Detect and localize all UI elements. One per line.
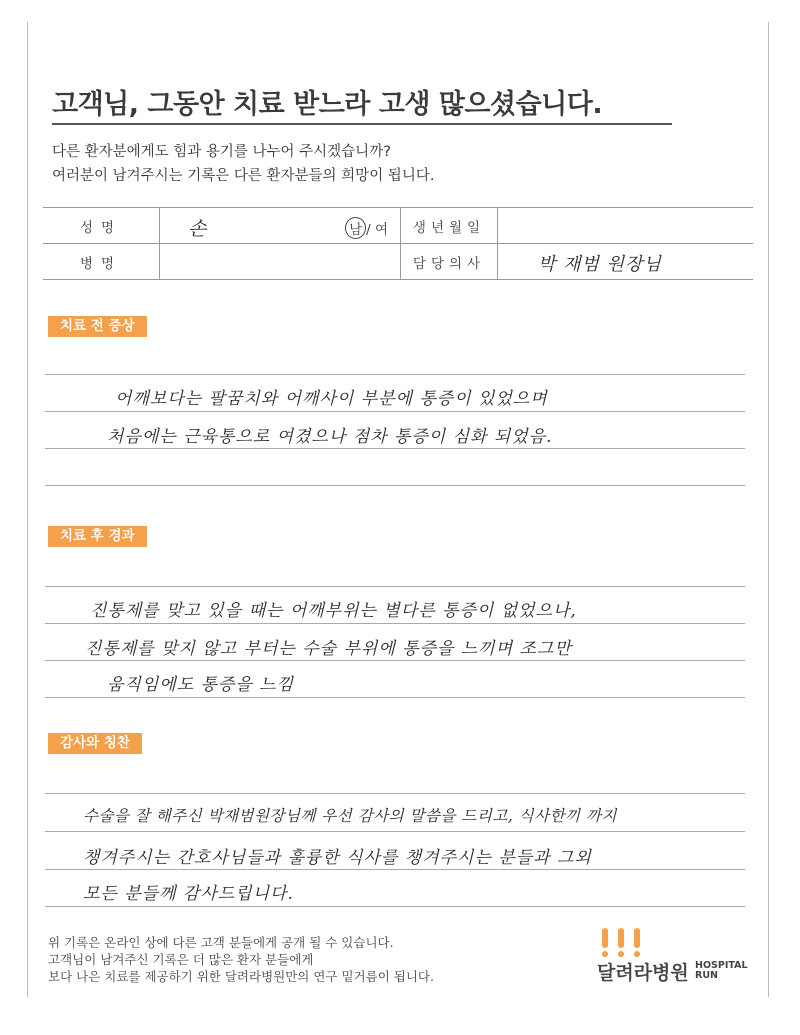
name-field[interactable] — [160, 208, 401, 244]
page-title: 고객님, 그동안 치료 받느라 고생 많으셨습니다. — [52, 82, 672, 125]
logo-english — [695, 961, 748, 981]
gender-female: / 여 — [366, 222, 388, 238]
handwritten-line: 처음에는 근육통으로 여겼으나 점차 통증이 심화 되었음. — [107, 427, 553, 447]
rule-line — [45, 485, 745, 486]
disease-field[interactable] — [160, 244, 401, 280]
doctor-label: 담당의사 — [401, 244, 498, 280]
birth-field[interactable] — [498, 208, 754, 244]
patient-info-table — [43, 207, 753, 280]
before-symptoms-field[interactable] — [45, 374, 745, 486]
note-line: 고객님이 남겨주신 기록은 더 많은 환자 분들에게 — [48, 952, 314, 967]
handwritten-line: 수술을 잘 해주신 박재범원장님께 우선 감사의 말씀을 드리고, 식사한끼 까지 — [83, 807, 617, 825]
section-thanks-label: 감사와 칭찬 — [48, 733, 142, 754]
intro-line: 여러분이 남겨주시는 기록은 다른 환자분들의 희망이 됩니다. — [52, 168, 435, 184]
doctor-value: 박 재범 원장님 — [538, 254, 662, 275]
intro-text — [52, 140, 434, 188]
logo-english-line: HOSPITAL — [695, 960, 748, 971]
rule-line — [45, 906, 745, 907]
rule-line — [45, 448, 745, 449]
name-label: 성명 — [43, 208, 160, 244]
gender-select[interactable] — [345, 217, 388, 239]
rule-line — [45, 623, 745, 624]
doctor-field[interactable] — [498, 244, 754, 280]
logo-name: 달려라병원 — [597, 962, 689, 984]
hospital-logo — [597, 928, 757, 988]
rule-line — [45, 793, 745, 794]
rule-line — [45, 697, 745, 698]
rule-line — [45, 586, 745, 587]
handwritten-line: 움직임에도 통증을 느낌 — [107, 675, 295, 695]
birth-label: 생년월일 — [401, 208, 498, 244]
disease-label: 병명 — [43, 244, 160, 280]
rule-line — [45, 374, 745, 375]
name-value: 손 — [188, 218, 208, 240]
triple-exclamation-icon — [601, 928, 653, 958]
after-progress-field[interactable] — [45, 586, 745, 698]
handwritten-line: 진통제를 맞지 않고 부터는 수술 부위에 통증을 느끼며 조그만 — [85, 639, 572, 659]
handwritten-line: 어깨보다는 팔꿈치와 어깨사이 부분에 통증이 있었으며 — [115, 389, 548, 409]
handwritten-line: 모든 분들께 감사드립니다. — [83, 884, 294, 904]
section-before-label: 치료 전 증상 — [48, 316, 147, 337]
rule-line — [45, 660, 745, 661]
note-line: 위 기록은 온라인 상에 다른 고객 분들에게 공개 될 수 있습니다. — [48, 935, 394, 950]
note-line: 보다 나은 치료를 제공하기 위한 달려라병원만의 연구 밑거름이 됩니다. — [48, 969, 434, 984]
handwritten-line: 챙겨주시는 간호사님들과 훌륭한 식사를 챙겨주시는 분들과 그외 — [83, 848, 592, 868]
thanks-field[interactable] — [45, 793, 745, 907]
rule-line — [45, 831, 745, 832]
disclosure-note — [48, 934, 434, 985]
intro-line: 다른 환자분에게도 힘과 용기를 나누어 주시겠습니까? — [52, 144, 391, 160]
rule-line — [45, 411, 745, 412]
logo-english-line: RUN — [695, 970, 718, 981]
gender-male-circled: 남 — [345, 217, 366, 239]
rule-line — [45, 869, 745, 870]
section-after-label: 치료 후 경과 — [48, 526, 147, 547]
handwritten-line: 진통제를 맞고 있을 때는 어깨부위는 별다른 통증이 없었으나, — [90, 601, 577, 621]
